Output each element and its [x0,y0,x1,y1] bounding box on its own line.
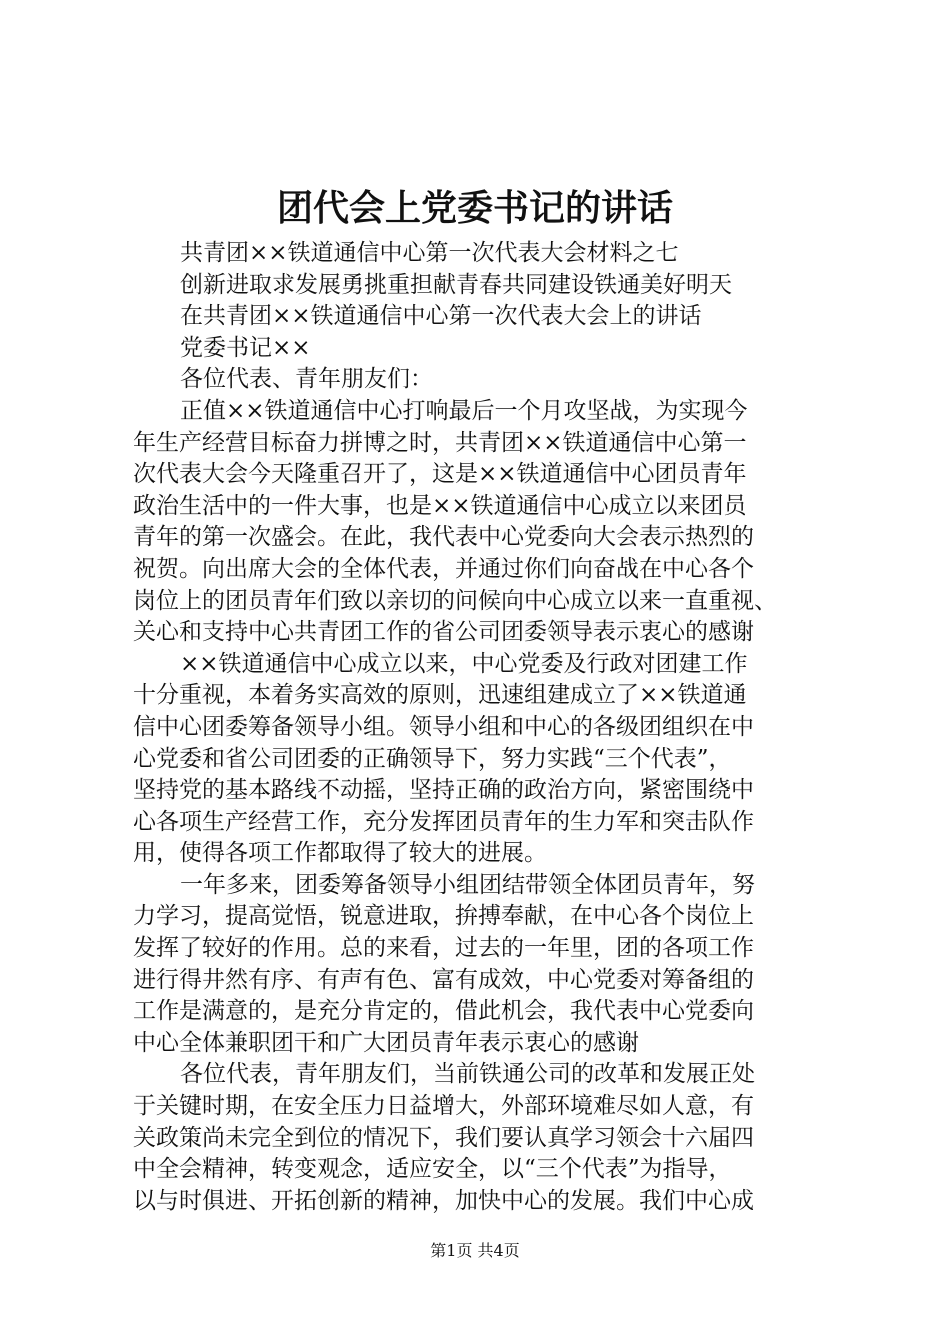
text-line: 工作是满意的，是充分肯定的，借此机会，我代表中心党委向 [133,998,754,1025]
text-line: 发挥了较好的作用。总的来看，过去的一年里，团的各项工作 [133,935,754,962]
text-line: 以与时俱进、开拓创新的精神，加快中心的发展。我们中心成 [133,1187,754,1214]
text-line: 中全会精神，转变观念，适应安全，以“三个代表”为指导， [133,1156,732,1183]
text-line: 青年的第一次盛会。在此，我代表中心党委向大会表示热烈的 [133,524,754,551]
text-line: 于关键时期，在安全压力日益增大，外部环境难尽如人意，有 [133,1093,754,1120]
text-line: 次代表大会今天隆重召开了，这是××铁道通信中心团员青年 [133,461,747,488]
text-line: 十分重视，本着务实高效的原则，迅速组建成立了××铁道通 [133,682,747,709]
document-title: 团代会上党委书记的讲话 [276,187,673,229]
text-line: 党委书记×× [180,334,311,361]
text-line: 在共青团××铁道通信中心第一次代表大会上的讲话 [180,303,702,330]
text-line: 进行得井然有序、有声有色、富有成效，中心党委对筹备组的 [133,966,754,993]
page-footer: 第1页 共4页 [430,1241,520,1260]
text-line: 信中心团委筹备领导小组。领导小组和中心的各级团组织在中 [133,713,754,740]
text-line: 心各项生产经营工作，充分发挥团员青年的生力军和突击队作 [133,808,754,835]
text-line: 力学习，提高觉悟，锐意进取，拚搏奉献，在中心各个岗位上 [133,903,754,930]
text-line: ××铁道通信中心成立以来，中心党委及行政对团建工作 [180,650,748,677]
text-line: 政治生活中的一件大事，也是××铁道通信中心成立以来团员 [133,492,747,519]
text-line: 各位代表、青年朋友们： [180,366,433,393]
document-body [133,238,833,1217]
text-line: 祝贺。向出席大会的全体代表，并通过你们向奋战在中心各个 [133,555,754,582]
text-line: 坚持党的基本路线不动摇，坚持正确的政治方向，紧密围绕中 [133,777,754,804]
text-line: 各位代表，青年朋友们，当前铁通公司的改革和发展正处 [180,1061,755,1088]
text-line: 心党委和省公司团委的正确领导下，努力实践“三个代表”， [133,745,732,772]
text-line: 共青团××铁道通信中心第一次代表大会材料之七 [180,240,679,266]
text-line: 年生产经营目标奋力拼博之时，共青团××铁道通信中心第一 [133,429,747,456]
text-line: 用，使得各项工作都取得了较大的进展。 [133,840,547,867]
text-line: 岗位上的团员青年们致以亲切的问候向中心成立以来一直重视、 [133,587,777,614]
text-line: 关心和支持中心共青团工作的省公司团委领导表示衷心的感谢 [133,619,754,646]
text-line: 正值××铁道通信中心打响最后一个月攻坚战，为实现今 [180,397,748,424]
text-line: 一年多来，团委筹备领导小组团结带领全体团员青年，努 [180,871,755,898]
text-line: 创新进取求发展勇挑重担献青春共同建设铁通美好明天 [180,271,732,298]
text-line: 中心全体兼职团干和广大团员青年表示衷心的感谢 [133,1029,639,1056]
text-line: 关政策尚未完全到位的情况下，我们要认真学习领会十六届四 [133,1124,754,1151]
